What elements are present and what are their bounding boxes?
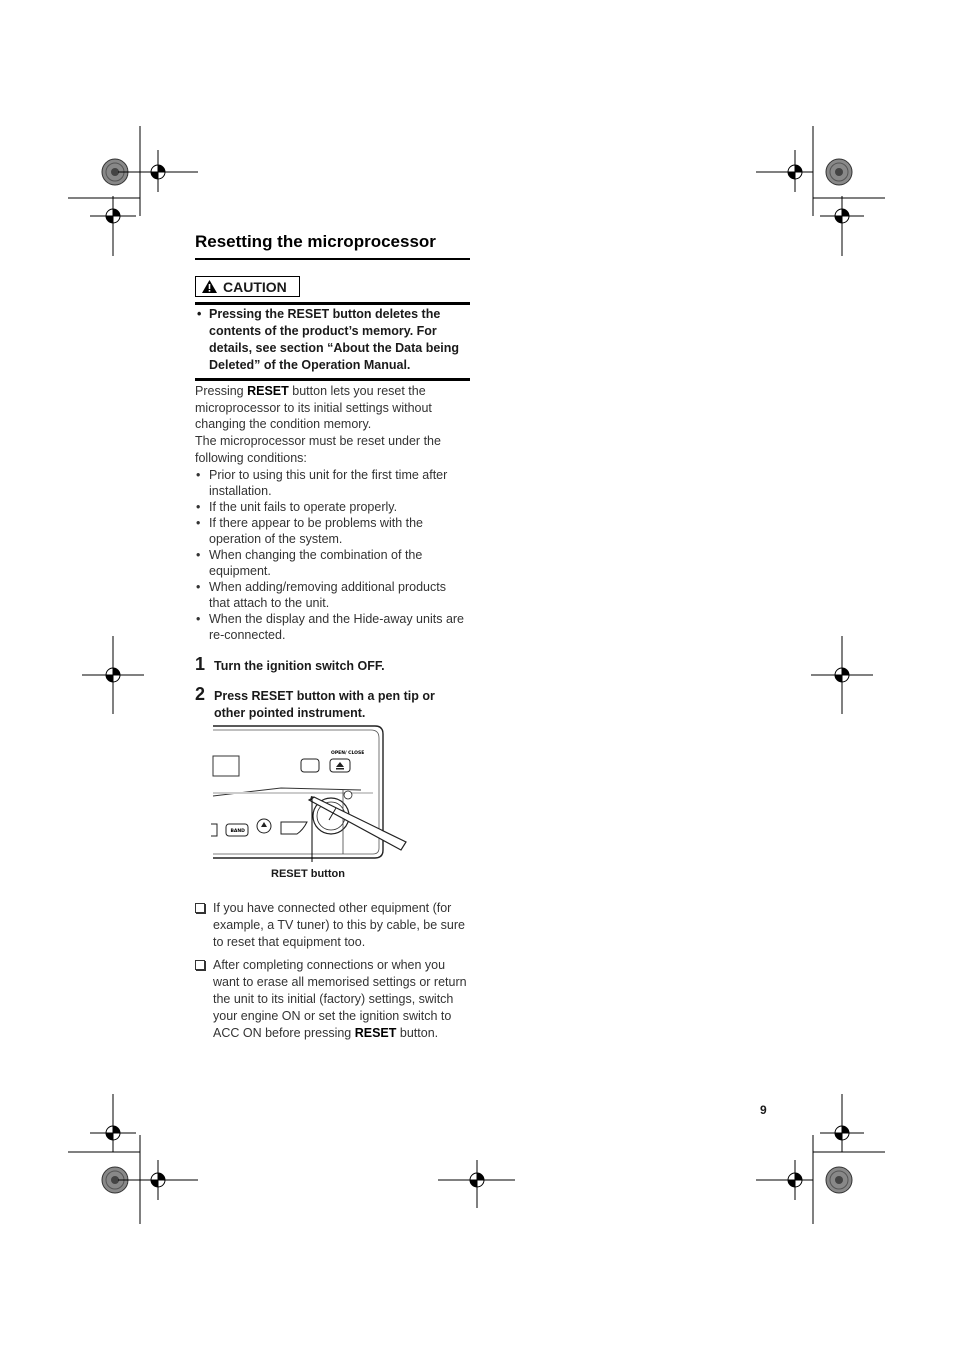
reset-illustration <box>211 724 411 864</box>
step-number: 1 <box>195 654 206 674</box>
registration-cross-icon <box>106 209 120 223</box>
caution-label-text: CAUTION <box>223 278 287 295</box>
registration-cross-icon <box>835 668 849 682</box>
registration-star-icon <box>826 1167 852 1193</box>
note-text: If you have connected other equipment (for example, a TV tuner) to this by cable, be sure to reset that equipment too. <box>213 901 465 949</box>
intro-paragraph-2: The microprocessor must be reset under the following conditions: <box>195 434 441 465</box>
registration-cross-icon <box>835 1126 849 1140</box>
warning-triangle-icon <box>202 280 217 293</box>
list-item: • Prior to using this unit for the first time after installation. <box>196 468 448 498</box>
list-item: • When changing the combination of the equipment. <box>196 548 423 578</box>
registration-cross-icon <box>835 209 849 223</box>
registration-cross-icon <box>106 668 120 682</box>
list-item: • If the unit fails to operate properly. <box>196 500 398 514</box>
figure-caption: RESET button <box>271 868 345 880</box>
conditions-list <box>195 467 465 643</box>
list-item: • When adding/removing additional products that attach to the unit. <box>196 580 446 610</box>
registration-star-icon <box>826 159 852 185</box>
intro-paragraph-1: Pressing RESET button lets you reset the microprocessor to its initial settings without changing the condition memory. <box>195 384 432 431</box>
band-label: BAND <box>230 829 245 834</box>
step-text: Press RESET button with a pen tip or other pointed instrument. <box>214 689 435 720</box>
note-text: After completing connections or when you want to erase all memorised settings or return the unit to its initial (factory) settings, switch your engine ON or set the ignition switch to ACC ON before pressing RESET button. <box>213 958 467 1040</box>
registration-cross-icon <box>788 1173 802 1187</box>
registration-cross-icon <box>788 165 802 179</box>
checkbox-icon <box>195 960 205 970</box>
caution-box <box>195 302 470 381</box>
step-text: Turn the ignition switch OFF. <box>214 659 385 673</box>
section-title: Resetting the microprocessor <box>195 232 470 260</box>
list-item: • If there appear to be problems with the operation of the system. <box>196 516 424 546</box>
caution-text: Pressing the RESET button deletes the contents of the product’s memory. For details, see section “About the Data being Deleted” of the Operation Manual. <box>209 307 460 372</box>
registration-cross-icon <box>151 165 165 179</box>
open-close-label: OPEN/ CLOSE <box>331 751 365 756</box>
registration-cross-icon <box>151 1173 165 1187</box>
page-number: 9 <box>760 1103 767 1117</box>
step-number: 2 <box>195 684 206 704</box>
list-item: • When the display and the Hide-away units are re-connected. <box>196 612 465 642</box>
checkbox-icon <box>195 903 205 913</box>
registration-cross-icon <box>106 1126 120 1140</box>
registration-cross-icon <box>470 1173 484 1187</box>
caution-bullet: • <box>197 307 202 321</box>
caution-label <box>195 276 300 297</box>
